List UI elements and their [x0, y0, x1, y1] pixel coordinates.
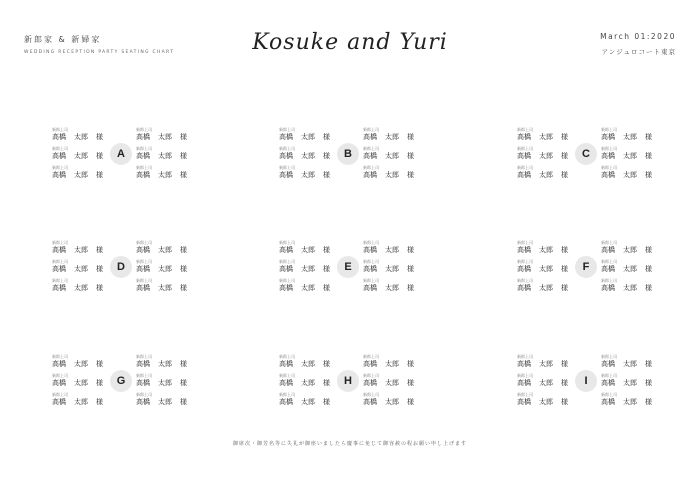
guest-surname: 高橋: [136, 246, 150, 254]
guest-honorific: 様: [561, 171, 568, 179]
guest-surname: 高橋: [363, 265, 377, 273]
guest-given-name: 太郎: [385, 246, 399, 254]
guest-entry: [136, 373, 196, 389]
guest-given-name: 太郎: [74, 171, 88, 179]
guest-given-name: 太郎: [539, 152, 553, 160]
guest-given-name: 太郎: [301, 133, 315, 141]
guest-surname: 高橋: [52, 171, 66, 179]
guest-title: 新郎上司: [52, 259, 68, 264]
table-group-i: [517, 354, 657, 410]
guest-honorific: 様: [561, 246, 568, 254]
guest-honorific: 様: [323, 133, 330, 141]
guest-honorific: 様: [407, 246, 414, 254]
guest-surname: 高橋: [517, 360, 531, 368]
guest-surname: 高橋: [601, 246, 615, 254]
guest-title: 新郎上司: [136, 259, 152, 264]
guest-given-name: 太郎: [539, 133, 553, 141]
guest-honorific: 様: [407, 265, 414, 273]
guest-surname: 高橋: [601, 152, 615, 160]
guest-title: 新郎上司: [52, 354, 68, 359]
guest-surname: 高橋: [517, 265, 531, 273]
guest-entry: [136, 240, 196, 256]
guest-surname: 高橋: [517, 284, 531, 292]
guest-given-name: 太郎: [158, 246, 172, 254]
guest-honorific: 様: [561, 265, 568, 273]
guest-entry: [52, 278, 112, 294]
guest-honorific: 様: [180, 379, 187, 387]
guest-entry: [363, 127, 423, 143]
guest-surname: 高橋: [363, 379, 377, 387]
table-group-g: [52, 354, 192, 410]
guest-title: 新郎上司: [517, 240, 533, 245]
guest-entry: [601, 259, 661, 275]
table-group-b: [279, 127, 419, 183]
guest-given-name: 太郎: [623, 171, 637, 179]
guest-honorific: 様: [180, 284, 187, 292]
guest-title: 新郎上司: [363, 278, 379, 283]
guest-honorific: 様: [561, 360, 568, 368]
guest-given-name: 太郎: [623, 398, 637, 406]
guest-given-name: 太郎: [74, 379, 88, 387]
guest-honorific: 様: [323, 246, 330, 254]
guest-title: 新郎上司: [601, 354, 617, 359]
guest-given-name: 太郎: [539, 246, 553, 254]
guest-entry: [363, 240, 423, 256]
guest-entry: [601, 392, 661, 408]
guest-surname: 高橋: [517, 171, 531, 179]
guest-entry: [517, 259, 577, 275]
guest-honorific: 様: [561, 284, 568, 292]
guest-honorific: 様: [407, 379, 414, 387]
guest-title: 新郎上司: [136, 392, 152, 397]
guest-surname: 高橋: [279, 398, 293, 406]
guest-entry: [136, 127, 196, 143]
table-badge: H: [337, 370, 359, 392]
guest-entry: [601, 354, 661, 370]
guest-title: 新郎上司: [517, 259, 533, 264]
guest-title: 新郎上司: [601, 278, 617, 283]
guest-honorific: 様: [561, 379, 568, 387]
couple-names: Kosuke and Yuri: [252, 30, 448, 55]
guest-given-name: 太郎: [539, 398, 553, 406]
guest-entry: [601, 165, 661, 181]
guest-given-name: 太郎: [385, 133, 399, 141]
guest-surname: 高橋: [279, 379, 293, 387]
guest-surname: 高橋: [136, 284, 150, 292]
guest-title: 新郎上司: [279, 127, 295, 132]
table-group-a: [52, 127, 192, 183]
guest-entry: [52, 373, 112, 389]
guest-honorific: 様: [96, 398, 103, 406]
guest-surname: 高橋: [601, 133, 615, 141]
table-badge: E: [337, 256, 359, 278]
guest-entry: [517, 278, 577, 294]
guest-title: 新郎上司: [601, 373, 617, 378]
guest-title: 新郎上司: [517, 278, 533, 283]
guest-honorific: 様: [561, 398, 568, 406]
guest-entry: [601, 373, 661, 389]
guest-surname: 高橋: [52, 265, 66, 273]
guest-entry: [52, 354, 112, 370]
guest-honorific: 様: [96, 133, 103, 141]
guest-entry: [517, 240, 577, 256]
guest-honorific: 様: [407, 284, 414, 292]
guest-given-name: 太郎: [301, 379, 315, 387]
guest-honorific: 様: [645, 171, 652, 179]
guest-entry: [52, 259, 112, 275]
guest-surname: 高橋: [136, 360, 150, 368]
guest-entry: [363, 354, 423, 370]
guest-surname: 高橋: [363, 360, 377, 368]
guest-surname: 高橋: [363, 284, 377, 292]
guest-honorific: 様: [96, 379, 103, 387]
guest-given-name: 太郎: [74, 265, 88, 273]
guest-honorific: 様: [561, 133, 568, 141]
guest-title: 新郎上司: [279, 165, 295, 170]
guest-title: 新郎上司: [363, 354, 379, 359]
guest-title: 新郎上司: [517, 392, 533, 397]
guest-title: 新郎上司: [363, 259, 379, 264]
guest-given-name: 太郎: [74, 398, 88, 406]
guest-title: 新郎上司: [136, 146, 152, 151]
guest-surname: 高橋: [52, 152, 66, 160]
guest-title: 新郎上司: [363, 373, 379, 378]
guest-surname: 高橋: [517, 398, 531, 406]
guest-given-name: 太郎: [301, 360, 315, 368]
guest-surname: 高橋: [601, 171, 615, 179]
guest-given-name: 太郎: [158, 265, 172, 273]
guest-surname: 高橋: [279, 360, 293, 368]
guest-entry: [52, 146, 112, 162]
guest-surname: 高橋: [363, 133, 377, 141]
guest-entry: [52, 392, 112, 408]
guest-surname: 高橋: [136, 398, 150, 406]
guest-surname: 高橋: [517, 379, 531, 387]
guest-surname: 高橋: [279, 265, 293, 273]
event-date: March 01:2020: [600, 32, 676, 41]
guest-entry: [136, 165, 196, 181]
guest-given-name: 太郎: [301, 246, 315, 254]
guest-entry: [363, 259, 423, 275]
guest-honorific: 様: [407, 398, 414, 406]
guest-title: 新郎上司: [52, 278, 68, 283]
guest-surname: 高橋: [136, 379, 150, 387]
guest-title: 新郎上司: [52, 165, 68, 170]
guest-surname: 高橋: [52, 379, 66, 387]
guest-title: 新郎上司: [52, 240, 68, 245]
guest-given-name: 太郎: [74, 152, 88, 160]
guest-entry: [52, 240, 112, 256]
guest-honorific: 様: [645, 398, 652, 406]
guest-honorific: 様: [323, 360, 330, 368]
guest-title: 新郎上司: [279, 373, 295, 378]
guest-entry: [363, 373, 423, 389]
guest-honorific: 様: [96, 265, 103, 273]
guest-given-name: 太郎: [385, 379, 399, 387]
guest-given-name: 太郎: [623, 360, 637, 368]
guest-title: 新郎上司: [601, 392, 617, 397]
guest-given-name: 太郎: [539, 379, 553, 387]
guest-title: 新郎上司: [52, 392, 68, 397]
guest-honorific: 様: [180, 360, 187, 368]
guest-title: 新郎上司: [601, 259, 617, 264]
guest-title: 新郎上司: [279, 259, 295, 264]
guest-title: 新郎上司: [52, 373, 68, 378]
guest-honorific: 様: [407, 171, 414, 179]
guest-honorific: 様: [407, 133, 414, 141]
guest-surname: 高橋: [136, 133, 150, 141]
guest-honorific: 様: [645, 360, 652, 368]
guest-honorific: 様: [180, 246, 187, 254]
guest-given-name: 太郎: [539, 360, 553, 368]
guest-title: 新郎上司: [363, 165, 379, 170]
guest-entry: [136, 354, 196, 370]
guest-title: 新郎上司: [601, 165, 617, 170]
chart-subtitle: WEDDING RECEPTION PARTY SEATING CHART: [24, 50, 175, 55]
guest-title: 新郎上司: [136, 278, 152, 283]
guest-entry: [279, 127, 339, 143]
guest-entry: [279, 146, 339, 162]
guest-honorific: 様: [180, 133, 187, 141]
guest-entry: [517, 392, 577, 408]
table-group-f: [517, 240, 657, 296]
guest-entry: [601, 240, 661, 256]
guest-surname: 高橋: [601, 379, 615, 387]
guest-surname: 高橋: [136, 171, 150, 179]
header-right: [600, 32, 676, 56]
guest-surname: 高橋: [601, 284, 615, 292]
guest-entry: [279, 278, 339, 294]
guest-given-name: 太郎: [158, 398, 172, 406]
guest-surname: 高橋: [136, 265, 150, 273]
table-badge: I: [575, 370, 597, 392]
guest-entry: [52, 165, 112, 181]
guest-entry: [279, 165, 339, 181]
guest-title: 新郎上司: [363, 240, 379, 245]
guest-surname: 高橋: [363, 152, 377, 160]
table-badge: C: [575, 143, 597, 165]
guest-given-name: 太郎: [385, 360, 399, 368]
guest-entry: [279, 392, 339, 408]
guest-surname: 高橋: [279, 133, 293, 141]
guest-given-name: 太郎: [74, 246, 88, 254]
guest-honorific: 様: [96, 246, 103, 254]
guest-given-name: 太郎: [301, 284, 315, 292]
guest-given-name: 太郎: [158, 360, 172, 368]
guest-title: 新郎上司: [279, 240, 295, 245]
guest-entry: [601, 278, 661, 294]
guest-given-name: 太郎: [301, 171, 315, 179]
guest-surname: 高橋: [52, 133, 66, 141]
guest-title: 新郎上司: [601, 127, 617, 132]
guest-title: 新郎上司: [517, 373, 533, 378]
table-group-c: [517, 127, 657, 183]
guest-entry: [279, 240, 339, 256]
guest-honorific: 様: [96, 360, 103, 368]
guest-surname: 高橋: [52, 284, 66, 292]
guest-surname: 高橋: [363, 171, 377, 179]
guest-given-name: 太郎: [158, 152, 172, 160]
guest-given-name: 太郎: [301, 152, 315, 160]
guest-title: 新郎上司: [517, 146, 533, 151]
guest-surname: 高橋: [52, 398, 66, 406]
guest-surname: 高橋: [279, 246, 293, 254]
guest-given-name: 太郎: [623, 152, 637, 160]
guest-honorific: 様: [180, 265, 187, 273]
guest-entry: [363, 278, 423, 294]
guest-honorific: 様: [407, 360, 414, 368]
table-group-e: [279, 240, 419, 296]
guest-entry: [517, 127, 577, 143]
guest-title: 新郎上司: [279, 278, 295, 283]
guest-title: 新郎上司: [517, 127, 533, 132]
guest-entry: [279, 259, 339, 275]
guest-entry: [136, 392, 196, 408]
guest-title: 新郎上司: [279, 392, 295, 397]
guest-given-name: 太郎: [385, 152, 399, 160]
footer-note: 御席次・御芳名等に失礼が御座いましたら慶事に免じて御容赦の程お願い申し上げます: [232, 441, 467, 447]
table-badge: F: [575, 256, 597, 278]
guest-entry: [136, 278, 196, 294]
guest-title: 新郎上司: [363, 392, 379, 397]
families-label: 新郎家 & 新婦家: [24, 35, 102, 44]
guest-entry: [517, 373, 577, 389]
guest-given-name: 太郎: [539, 171, 553, 179]
table-badge: B: [337, 143, 359, 165]
guest-title: 新郎上司: [136, 373, 152, 378]
guest-honorific: 様: [645, 133, 652, 141]
table-badge: D: [110, 256, 132, 278]
guest-surname: 高橋: [601, 398, 615, 406]
guest-honorific: 様: [180, 152, 187, 160]
guest-honorific: 様: [323, 284, 330, 292]
guest-honorific: 様: [323, 379, 330, 387]
guest-surname: 高橋: [517, 133, 531, 141]
guest-surname: 高橋: [279, 171, 293, 179]
guest-entry: [52, 127, 112, 143]
table-group-d: [52, 240, 192, 296]
guest-honorific: 様: [96, 284, 103, 292]
venue-name: アンジュロコート東京: [601, 48, 676, 56]
guest-entry: [279, 354, 339, 370]
guest-entry: [363, 392, 423, 408]
guest-given-name: 太郎: [158, 171, 172, 179]
guest-title: 新郎上司: [52, 127, 68, 132]
guest-honorific: 様: [561, 152, 568, 160]
guest-surname: 高橋: [601, 265, 615, 273]
guest-title: 新郎上司: [601, 146, 617, 151]
guest-entry: [363, 165, 423, 181]
table-badge: A: [110, 143, 132, 165]
guest-honorific: 様: [407, 152, 414, 160]
guest-given-name: 太郎: [385, 171, 399, 179]
guest-honorific: 様: [323, 152, 330, 160]
guest-surname: 高橋: [517, 246, 531, 254]
guest-given-name: 太郎: [74, 133, 88, 141]
guest-honorific: 様: [645, 152, 652, 160]
guest-given-name: 太郎: [385, 398, 399, 406]
guest-given-name: 太郎: [623, 379, 637, 387]
table-group-h: [279, 354, 419, 410]
guest-surname: 高橋: [52, 246, 66, 254]
guest-entry: [601, 146, 661, 162]
guest-title: 新郎上司: [279, 354, 295, 359]
guest-honorific: 様: [180, 398, 187, 406]
guest-honorific: 様: [645, 284, 652, 292]
guest-given-name: 太郎: [623, 246, 637, 254]
guest-entry: [517, 146, 577, 162]
guest-given-name: 太郎: [158, 379, 172, 387]
guest-given-name: 太郎: [385, 284, 399, 292]
guest-honorific: 様: [323, 398, 330, 406]
guest-surname: 高橋: [517, 152, 531, 160]
guest-title: 新郎上司: [517, 165, 533, 170]
guest-entry: [517, 354, 577, 370]
guest-title: 新郎上司: [601, 240, 617, 245]
guest-entry: [136, 146, 196, 162]
guest-honorific: 様: [180, 171, 187, 179]
guest-honorific: 様: [645, 246, 652, 254]
guest-surname: 高橋: [363, 246, 377, 254]
guest-given-name: 太郎: [74, 284, 88, 292]
guest-honorific: 様: [645, 265, 652, 273]
guest-title: 新郎上司: [136, 354, 152, 359]
guest-surname: 高橋: [363, 398, 377, 406]
guest-surname: 高橋: [279, 284, 293, 292]
guest-given-name: 太郎: [301, 265, 315, 273]
guest-honorific: 様: [96, 171, 103, 179]
guest-given-name: 太郎: [158, 133, 172, 141]
guest-title: 新郎上司: [52, 146, 68, 151]
guest-entry: [136, 259, 196, 275]
guest-given-name: 太郎: [623, 133, 637, 141]
table-badge: G: [110, 370, 132, 392]
guest-title: 新郎上司: [136, 127, 152, 132]
guest-honorific: 様: [323, 171, 330, 179]
guest-honorific: 様: [96, 152, 103, 160]
guest-honorific: 様: [645, 379, 652, 387]
guest-given-name: 太郎: [158, 284, 172, 292]
guest-honorific: 様: [323, 265, 330, 273]
guest-given-name: 太郎: [539, 265, 553, 273]
guest-title: 新郎上司: [136, 240, 152, 245]
guest-title: 新郎上司: [363, 127, 379, 132]
guest-entry: [279, 373, 339, 389]
guest-surname: 高橋: [601, 360, 615, 368]
guest-title: 新郎上司: [279, 146, 295, 151]
guest-entry: [363, 146, 423, 162]
guest-entry: [601, 127, 661, 143]
guest-title: 新郎上司: [363, 146, 379, 151]
guest-given-name: 太郎: [623, 265, 637, 273]
guest-surname: 高橋: [52, 360, 66, 368]
guest-title: 新郎上司: [136, 165, 152, 170]
guest-given-name: 太郎: [623, 284, 637, 292]
guest-given-name: 太郎: [385, 265, 399, 273]
guest-given-name: 太郎: [539, 284, 553, 292]
guest-title: 新郎上司: [517, 354, 533, 359]
guest-given-name: 太郎: [74, 360, 88, 368]
guest-given-name: 太郎: [301, 398, 315, 406]
guest-surname: 高橋: [279, 152, 293, 160]
guest-entry: [517, 165, 577, 181]
guest-surname: 高橋: [136, 152, 150, 160]
